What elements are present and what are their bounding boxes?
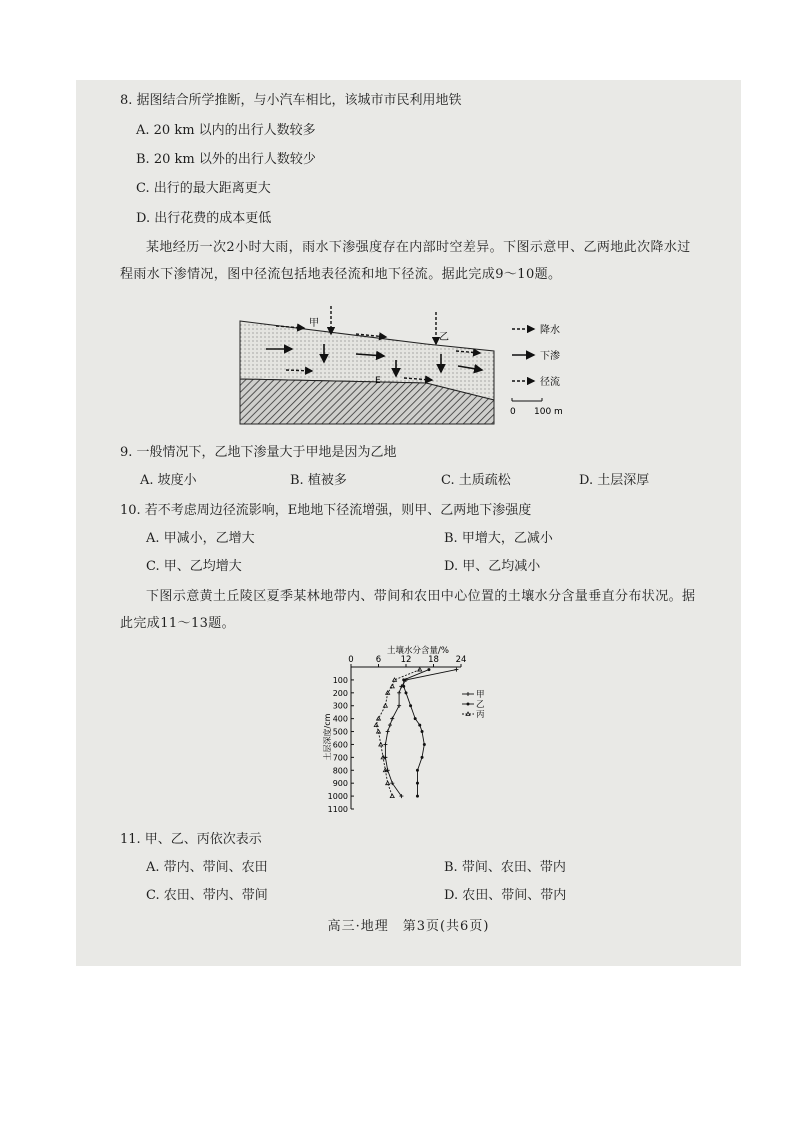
q11-option-c: C. 农田、带内、带间 (146, 888, 268, 903)
data-point (466, 692, 470, 696)
q8-option-a: A. 20 km 以内的出行人数较多 (136, 123, 316, 138)
data-point (454, 668, 458, 672)
exam-page (76, 80, 741, 966)
q9-stem: 9. 一般情况下，乙地下渗量大于甲地是因为乙地 (120, 445, 397, 460)
data-point (405, 691, 408, 694)
q8-stem: 8. 据图结合所学推断，与小汽车相比，该城市市民利用地铁 (120, 93, 462, 108)
data-point (383, 704, 387, 708)
data-point (409, 704, 412, 707)
data-point (390, 717, 394, 721)
y-tick-label: 800 (332, 766, 348, 776)
legend-label: 乙 (476, 700, 485, 710)
label-jia: 甲 (309, 318, 319, 329)
y-tick-label: 400 (332, 714, 348, 724)
y-axis-title: 土层深度/cm (323, 713, 332, 761)
q9-option-d: D. 土层深厚 (579, 473, 650, 488)
series-line-2 (404, 670, 429, 797)
page-footer: 高三·地理 第3页(共6页) (327, 919, 490, 934)
data-point (386, 730, 390, 734)
data-point (466, 712, 470, 716)
legend-label: 甲 (476, 690, 485, 700)
y-tick-label: 500 (332, 727, 348, 737)
intro-11-13: 下图示意黄土丘陵区夏季某林地带内、带间和农田中心位置的土壤水分含量垂直分布状况。据此完成11～13题。 (120, 589, 696, 631)
q8-option-b: B. 20 km 以外的出行人数较少 (136, 152, 316, 167)
x-tick-label: 0 (348, 655, 354, 665)
q10-option-d: D. 甲、乙均减小 (444, 559, 541, 574)
scale-zero: 0 (510, 407, 516, 417)
q11-option-a: A. 带内、带间、农田 (146, 860, 268, 875)
data-point (427, 668, 430, 671)
data-point (402, 678, 405, 681)
legend-runoff-label: 径流 (540, 377, 560, 388)
q10-option-b: B. 甲增大，乙减小 (444, 531, 553, 546)
data-point (416, 769, 419, 772)
intro-9-10: 某地经历一次2小时大雨，雨水下渗强度存在内部时空差异。下图示意甲、乙两地此次降水过程雨水下渗情况，图中径流包括地表径流和地下径流。据此完成9～10题。 (120, 240, 691, 282)
data-point (418, 668, 422, 672)
q11-option-b: B. 带间、农田、带内 (444, 860, 566, 875)
data-point (423, 743, 426, 746)
y-tick-label: 1000 (327, 792, 348, 802)
data-point (414, 717, 417, 720)
label-e: E (375, 376, 381, 386)
data-point (416, 795, 419, 798)
q9-option-b: B. 植被多 (290, 473, 347, 488)
x-tick-label: 6 (375, 655, 382, 665)
x-axis-title: 土壤水分含量/% (387, 646, 449, 656)
x-tick-label: 24 (455, 655, 467, 665)
data-point (402, 685, 405, 688)
scale-distance: 100 m (534, 407, 563, 417)
soil-moisture-chart (318, 642, 493, 817)
q10-option-c: C. 甲、乙均增大 (146, 559, 242, 574)
data-point (416, 782, 419, 785)
y-tick-label: 100 (332, 675, 348, 685)
q9-option-a: A. 坡度小 (140, 473, 197, 488)
y-tick-label: 600 (332, 740, 348, 750)
x-tick-label: 18 (428, 655, 439, 665)
data-point (383, 742, 387, 746)
data-point (418, 724, 421, 727)
data-point (397, 704, 401, 708)
legend-precip-label: 降水 (540, 325, 560, 336)
q10-option-a: A. 甲减小，乙增大 (146, 531, 255, 546)
data-point (390, 794, 394, 798)
q11-stem: 11. 甲、乙、丙依次表示 (120, 832, 262, 847)
data-point (421, 756, 424, 759)
x-tick-label: 12 (400, 655, 412, 665)
label-yi: 乙 (439, 332, 449, 343)
series-line-1 (385, 670, 456, 797)
legend-label: 丙 (476, 710, 485, 720)
data-point (467, 703, 470, 706)
q8-option-d: D. 出行花费的成本更低 (136, 211, 272, 226)
q10-stem: 10. 若不考虑周边径流影响，E地地下径流增强，则甲、乙两地下渗强度 (120, 503, 532, 518)
data-point (421, 730, 424, 733)
y-tick-label: 200 (332, 688, 348, 698)
y-tick-label: 1100 (327, 805, 348, 814)
legend-infiltration-label: 下渗 (540, 351, 560, 362)
y-tick-label: 900 (332, 779, 348, 789)
q9-option-c: C. 土质疏松 (441, 473, 511, 488)
y-tick-label: 700 (332, 753, 348, 763)
infiltration-diagram (236, 304, 576, 429)
data-point (390, 684, 394, 688)
q8-option-c: C. 出行的最大距离更大 (136, 181, 271, 196)
data-point (397, 691, 401, 695)
y-tick-label: 300 (332, 701, 348, 711)
q11-option-d: D. 农田、带间、带内 (444, 888, 567, 903)
data-point (388, 723, 392, 727)
series-line-3 (376, 670, 420, 797)
